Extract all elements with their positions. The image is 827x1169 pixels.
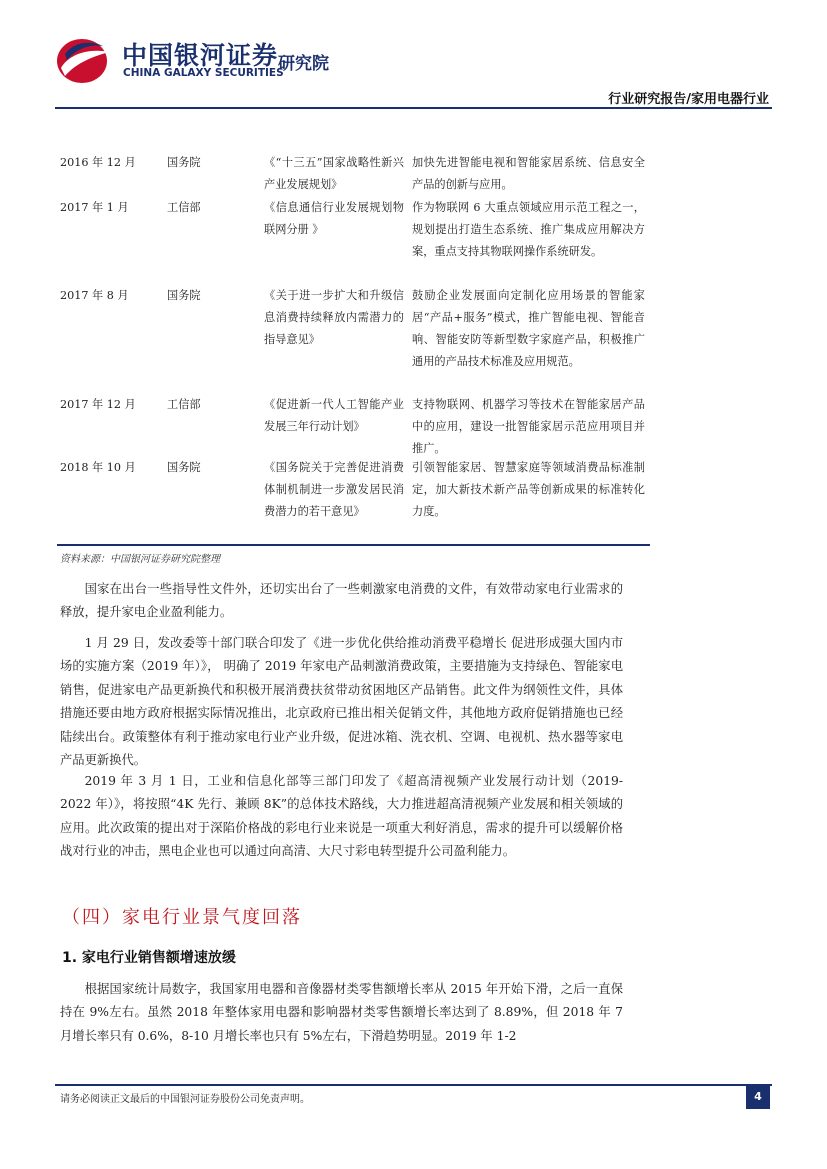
body-paragraph-2: 1 月 29 日，发改委等十部门联合印发了《进一步优化供给推动消费平稳增长 促进形成强大国内市场的实施方案（2019 年）》， 明确了 2019 年家电产品刺激消费政策，主要措施为支持绿色、智能家电销售，促进家电产品更新换代和积极开展消费扶贫带动贫困地区产品销售。此文件为纲领性文件，具体措施还要由地方政府根据实际情况推出，北京政府已推出相关促销文件，其他地方政府促销措施也已经陆续出台。政策整体有利于推动家电行业产业升级，促进冰箱、洗衣机、空调、电视机、热水器等家电产品更新换代。 — [60, 636, 623, 768]
row-dept: 工信部 — [167, 201, 201, 214]
row-policy: 《“十三五”国家战略性新兴产业发展规划》 — [264, 156, 404, 191]
row-date: 2017 年 1 月 — [60, 201, 129, 214]
body-paragraph-4: 根据国家统计局数字，我国家用电器和音像器材类零售额增长率从 2015 年开始下滑，之后一直保持在 9%左右。虽然 2018 年整体家用电器和影响器材类零售额增长率达到了 8.89%，但 2018 年 7 月增长率只有 0.6%，8-10 月增长率也只有 5%左右，下滑趋势明显。2019 年 1-2 — [60, 982, 623, 1043]
company-name-cn: 中国银河证券 — [122, 41, 279, 70]
header-divider — [55, 107, 772, 109]
footer-divider — [55, 1084, 772, 1086]
row-desc: 加快先进智能电视和智能家居系统、信息安全产品的创新与应用。 — [412, 156, 645, 191]
row-dept: 国务院 — [167, 289, 201, 302]
row-dept: 国务院 — [167, 461, 201, 474]
row-desc: 鼓励企业发展面向定制化应用场景的智能家居“产品+服务”模式，推广智能电视、智能音响、智能安防等新型数字家庭产品，积极推广通用的产品技术标准及应用规范。 — [412, 289, 645, 368]
row-dept: 工信部 — [167, 398, 201, 411]
row-desc: 引领智能家居、智慧家庭等领域消费品标准制定，加大新技术新产品等创新成果的标准转化力度。 — [412, 461, 645, 518]
row-policy: 《关于进一步扩大和升级信息消费持续释放内需潜力的指导意见》 — [264, 289, 404, 346]
row-policy: 《促进新一代人工智能产业发展三年行动计划》 — [264, 398, 404, 433]
footer-disclaimer: 请务必阅读正文最后的中国银河证券股份公司免责声明。 — [60, 1094, 310, 1105]
body-paragraph-3: 2019 年 3 月 1 日，工业和信息化部等三部门印发了《超高清视频产业发展行动计划（2019-2022 年）》，将按照“4K 先行、兼顾 8K”的总体技术路线，大力推进超高清视频产业发展和相关领域的应用。此次政策的提出对于深陷价格战的彩电行业来说是一项重大利好消息，需求的提升可以缓解价格战对行业的冲击，黑电企业也可以通过向高清、大尺寸彩电转型提升公司盈利能力。 — [60, 774, 623, 859]
page-number: 4 — [746, 1085, 770, 1109]
row-date: 2017 年 12 月 — [60, 398, 136, 411]
row-date: 2017 年 8 月 — [60, 289, 129, 302]
row-dept: 国务院 — [167, 156, 201, 169]
row-date: 2018 年 10 月 — [60, 461, 136, 474]
section-title: （四）家电行业景气度回落 — [62, 907, 302, 928]
body-paragraph-1: 国家在出台一些指导性文件外，还切实出台了一些刺激家电消费的文件，有效带动家电行业需求的释放，提升家电企业盈利能力。 — [60, 582, 623, 620]
row-desc: 作为物联网 6 大重点领域应用示范工程之一，规划提出打造生态系统、推广集成应用解决方案，重点支持其物联网操作系统研发。 — [412, 201, 645, 258]
company-logo-icon — [55, 34, 113, 86]
table-bottom-rule — [57, 544, 650, 546]
table-source: 资料来源：中国银河证券研究院整理 — [60, 554, 220, 565]
row-desc: 支持物联网、机器学习等技术在智能家居产品中的应用，建设一批智能家居示范应用项目并推广。 — [412, 398, 645, 455]
subsection-title: 1. 家电行业销售额增速放缓 — [62, 950, 236, 966]
row-date: 2016 年 12 月 — [60, 156, 136, 169]
row-policy: 《国务院关于完善促进消费体制机制进一步激发居民消费潜力的若干意见》 — [264, 461, 404, 518]
report-category: 行业研究报告/家用电器行业 — [608, 92, 769, 107]
company-name-en: CHINA GALAXY SECURITIES — [123, 67, 284, 79]
institute-label: 研究院 — [278, 54, 329, 74]
row-policy: 《信息通信行业发展规划物联网分册 》 — [264, 201, 404, 236]
